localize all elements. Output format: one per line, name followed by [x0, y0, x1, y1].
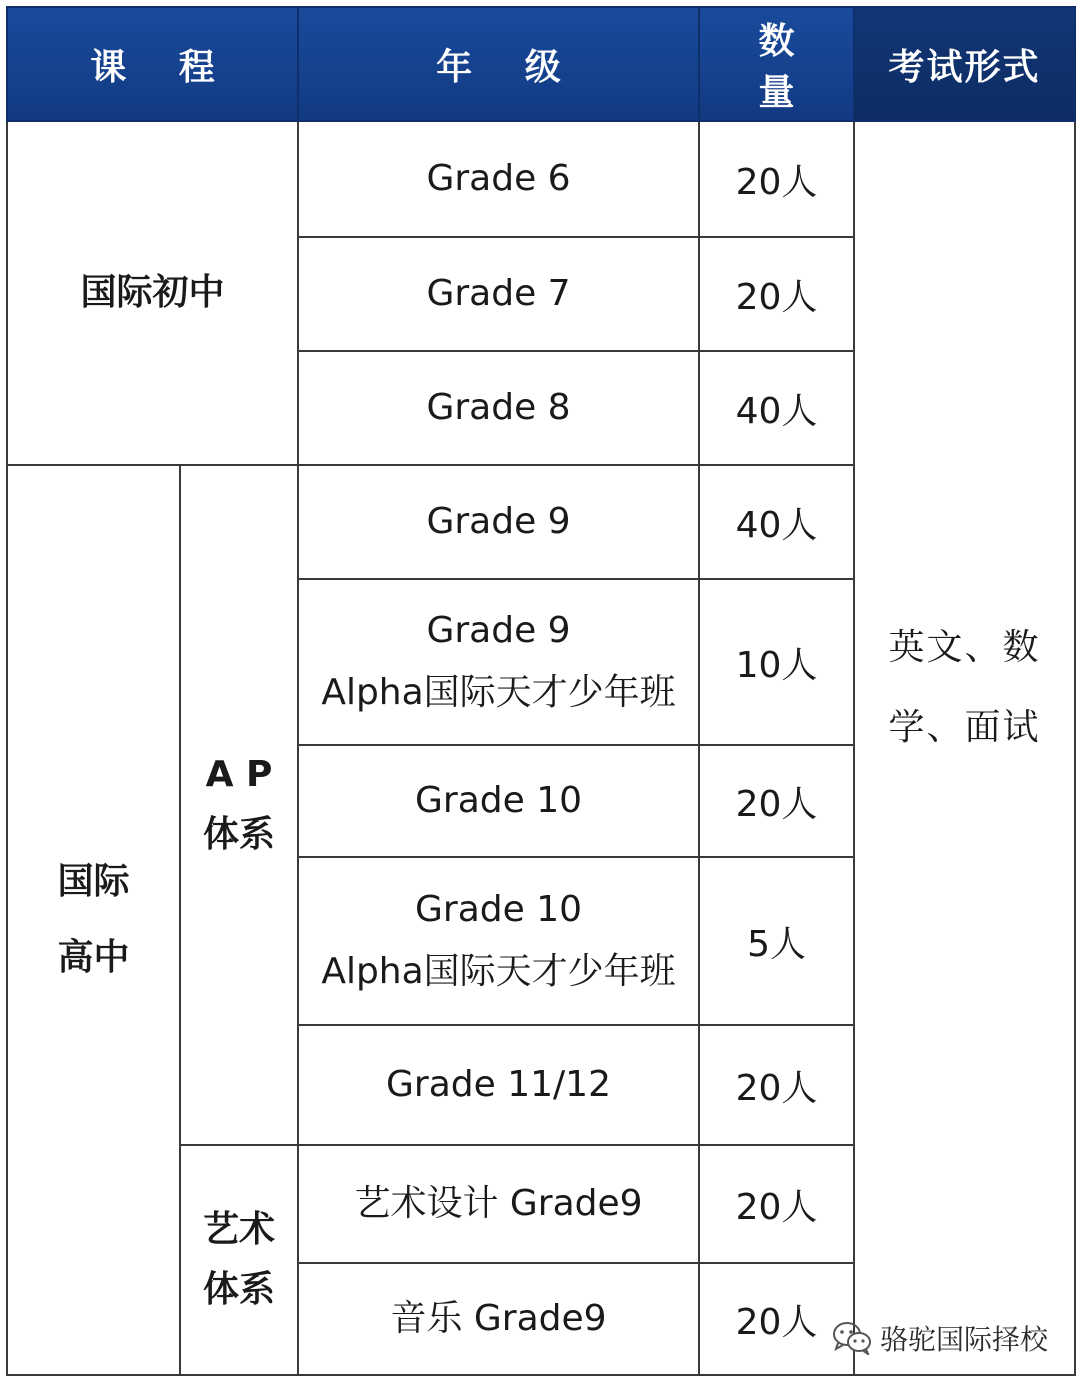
- watermark: [832, 1318, 1048, 1358]
- count-cell: 40人: [699, 351, 854, 465]
- grade-cell: [298, 579, 699, 745]
- header-grade: 年 级: [298, 7, 699, 121]
- grade-line-2: Alpha国际天才少年班: [321, 672, 676, 713]
- count-cell: 20人: [699, 745, 854, 857]
- count-cell: 40人: [699, 465, 854, 579]
- high-school-line-1: 国际: [57, 861, 130, 902]
- count-cell: 10人: [699, 579, 854, 745]
- category-middle-school: 国际初中: [7, 121, 298, 465]
- grade-cell: Grade 7: [298, 237, 699, 351]
- exam-line-2: 学、面试: [888, 707, 1041, 748]
- art-line-2: 体系: [203, 1269, 276, 1310]
- count-cell: 20人: [699, 121, 854, 237]
- category-high-school: [7, 465, 180, 1375]
- grade-cell: Grade 9: [298, 465, 699, 579]
- table-row: [7, 121, 1075, 237]
- exam-line-1: 英文、数: [888, 627, 1041, 668]
- grade-line-1: Grade 10: [415, 889, 583, 930]
- grade-line-2: Alpha国际天才少年班: [321, 951, 676, 992]
- watermark-text: 骆驼国际择校: [880, 1323, 1049, 1356]
- wechat-icon: [832, 1321, 872, 1355]
- header-course: 课 程: [7, 7, 298, 121]
- header-row: [7, 7, 1075, 121]
- count-cell: 20人: [699, 237, 854, 351]
- header-count: 数 量: [699, 7, 854, 121]
- count-cell: 20人: [699, 1263, 854, 1375]
- grade-cell: 艺术设计 Grade9: [298, 1145, 699, 1263]
- header-exam: 考试形式: [854, 7, 1075, 121]
- ap-line-1: A P: [205, 754, 273, 795]
- ap-line-2: 体系: [203, 814, 276, 855]
- admission-table: [6, 6, 1076, 1376]
- grade-cell: Grade 6: [298, 121, 699, 237]
- grade-cell: Grade 11/12: [298, 1025, 699, 1145]
- art-line-1: 艺术: [203, 1209, 276, 1250]
- grade-cell: Grade 8: [298, 351, 699, 465]
- category-ap-system: [180, 465, 298, 1145]
- category-art-system: [180, 1145, 298, 1375]
- high-school-line-2: 高中: [57, 937, 130, 978]
- grade-cell: 音乐 Grade9: [298, 1263, 699, 1375]
- count-cell: 20人: [699, 1145, 854, 1263]
- exam-format-cell: [854, 121, 1075, 1375]
- grade-line-1: Grade 9: [426, 610, 571, 651]
- grade-cell: Grade 10: [298, 745, 699, 857]
- count-cell: 20人: [699, 1025, 854, 1145]
- count-cell: 5人: [699, 857, 854, 1025]
- grade-cell: [298, 857, 699, 1025]
